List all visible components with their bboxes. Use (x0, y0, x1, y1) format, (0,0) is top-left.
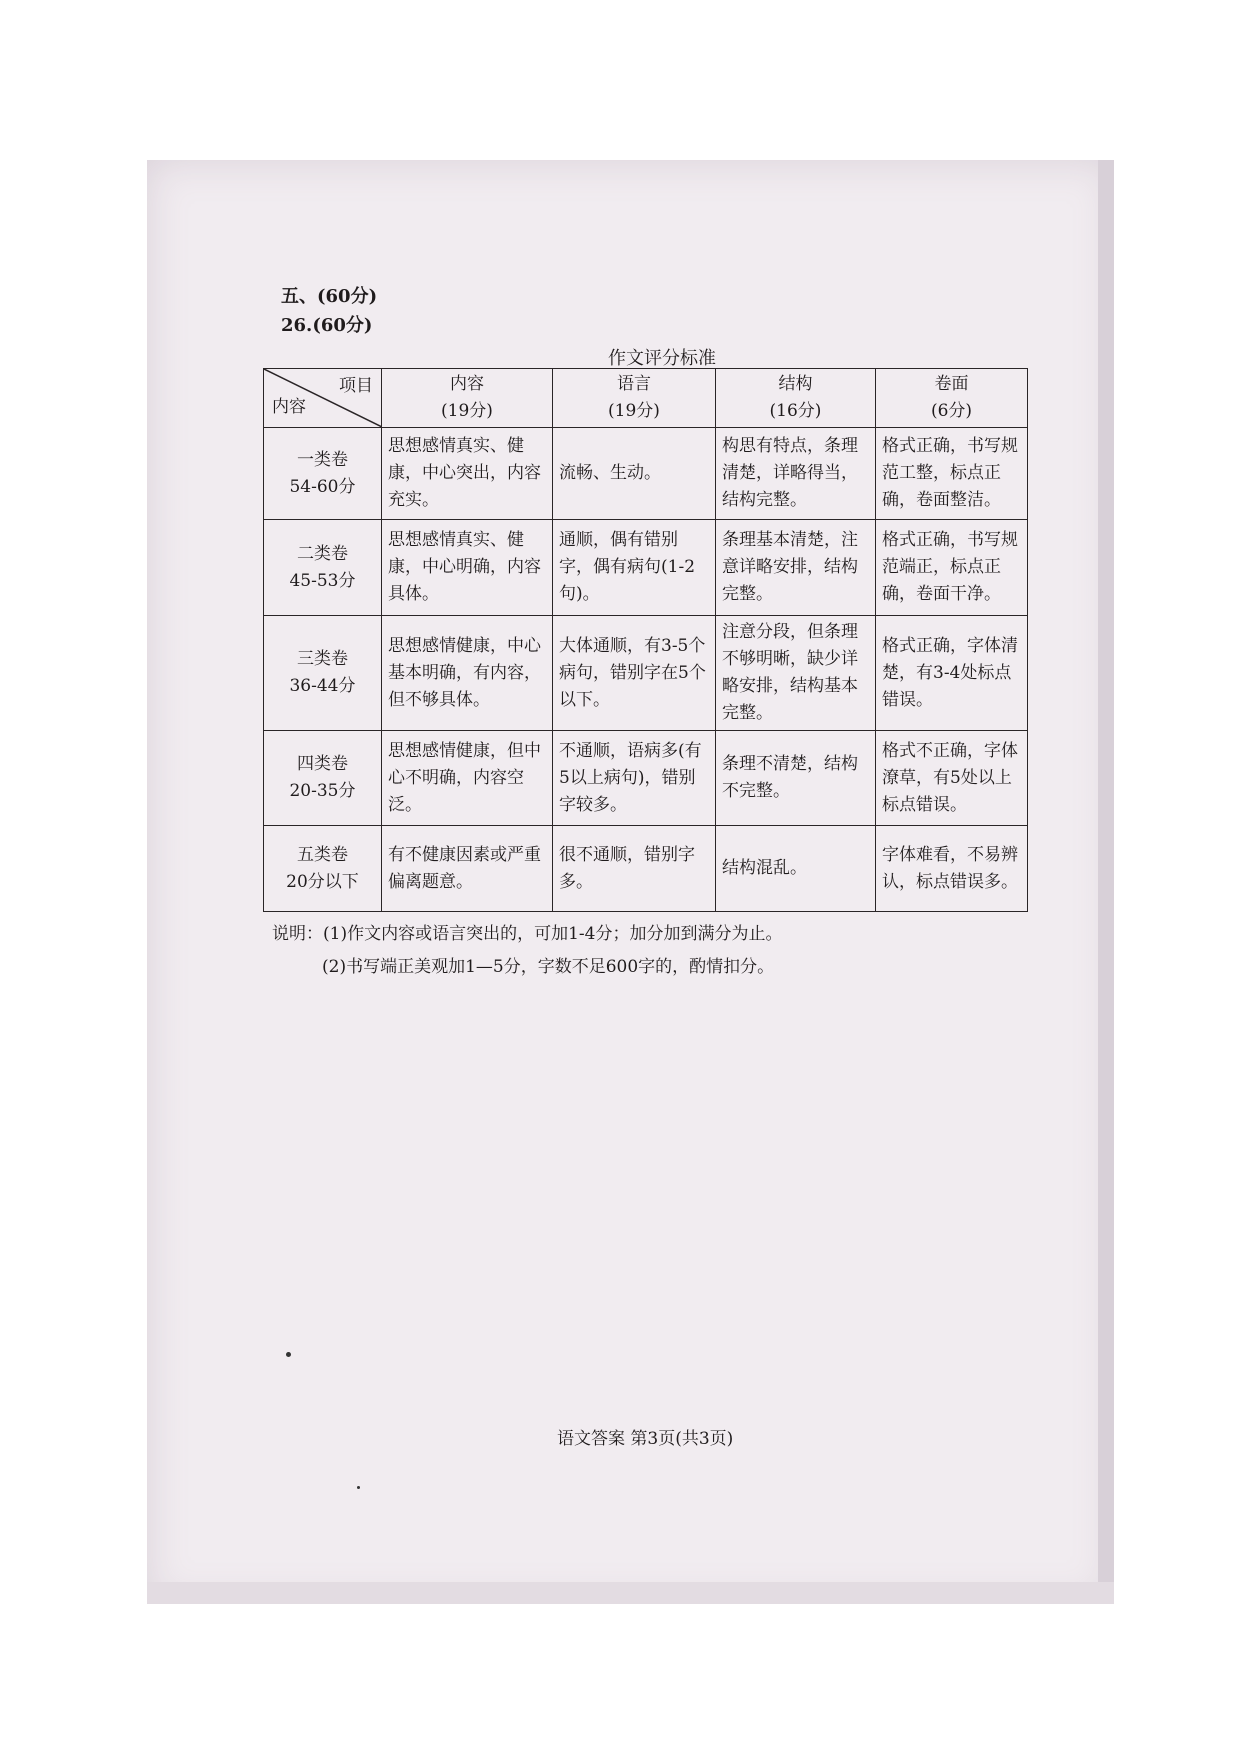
speck-mark (357, 1486, 360, 1489)
table-header-row (264, 369, 1028, 428)
language-cell: 通顺，偶有错别字，偶有病句(1-2句)。 (553, 520, 716, 616)
column-header-content (382, 369, 553, 428)
column-header-structure (716, 369, 876, 428)
level-cell (264, 520, 382, 616)
table-title: 作文评分标准 (608, 348, 716, 369)
content-cell: 思想感情健康，但中心不明确，内容空泛。 (382, 731, 553, 826)
structure-cell: 条理不清楚，结构不完整。 (716, 731, 876, 826)
level-name: 二类卷 (297, 543, 348, 564)
content-cell: 思想感情真实、健康，中心明确，内容具体。 (382, 520, 553, 616)
structure-cell: 结构混乱。 (716, 826, 876, 912)
surface-cell: 格式正确，书写规范端正，标点正确，卷面干净。 (876, 520, 1028, 616)
table-row-level-5 (264, 826, 1028, 912)
column-name: 语言 (617, 374, 651, 394)
table-row-level-1 (264, 428, 1028, 520)
level-range: 45-53分 (289, 570, 356, 591)
level-name: 一类卷 (297, 449, 348, 470)
page-bottom-shadow (147, 1582, 1114, 1604)
language-cell: 很不通顺，错别字多。 (553, 826, 716, 912)
speck-mark (286, 1352, 291, 1357)
column-name: 结构 (778, 374, 813, 394)
column-points: (19分) (608, 401, 660, 421)
surface-cell: 格式正确，书写规范工整，标点正确，卷面整洁。 (876, 428, 1028, 520)
column-points: (6分) (930, 401, 973, 421)
language-cell: 流畅、生动。 (553, 428, 716, 520)
page-footer: 语文答案 第3页(共3页) (557, 1429, 734, 1449)
surface-cell: 格式正确，字体清楚，有3-4处标点错误。 (876, 616, 1028, 731)
level-range: 54-60分 (289, 476, 356, 497)
corner-top-label: 项目 (339, 376, 373, 396)
note-2: (2)书写端正美观加1—5分，字数不足600字的，酌情扣分。 (322, 957, 775, 977)
section-heading: 五、(60分) (281, 286, 378, 307)
structure-cell: 条理基本清楚，注意详略安排，结构完整。 (716, 520, 876, 616)
corner-bottom-label: 内容 (272, 397, 306, 417)
language-cell: 大体通顺，有3-5个病句，错别字在5个以下。 (553, 616, 716, 731)
content-cell: 思想感情健康，中心基本明确，有内容，但不够具体。 (382, 616, 553, 731)
content-cell: 有不健康因素或严重偏离题意。 (382, 826, 553, 912)
table-row-level-4 (264, 731, 1028, 826)
language-cell: 不通顺，语病多(有5以上病句)，错别字较多。 (553, 731, 716, 826)
note-1: 说明：(1)作文内容或语言突出的，可加1-4分；加分加到满分为止。 (272, 924, 783, 944)
level-cell (264, 616, 382, 731)
structure-cell: 构思有特点，条理清楚，详略得当，结构完整。 (716, 428, 876, 520)
notes (272, 918, 782, 984)
surface-cell: 字体难看，不易辨认，标点错误多。 (876, 826, 1028, 912)
level-name: 五类卷 (297, 844, 348, 865)
question-heading: 26.(60分) (281, 315, 373, 336)
table-corner-cell (264, 369, 382, 428)
column-header-surface (876, 369, 1028, 428)
table-row-level-2 (264, 520, 1028, 616)
column-name: 卷面 (934, 374, 969, 394)
column-points: (16分) (769, 401, 822, 421)
level-range: 20分以下 (286, 871, 359, 892)
content-cell: 思想感情真实、健康，中心突出，内容充实。 (382, 428, 553, 520)
column-points: (19分) (441, 401, 493, 421)
surface-cell: 格式不正确，字体潦草，有5处以上标点错误。 (876, 731, 1028, 826)
table-row-level-3 (264, 616, 1028, 731)
level-range: 36-44分 (289, 676, 356, 696)
structure-cell: 注意分段，但条理不够明晰，缺少详略安排，结构基本完整。 (716, 616, 876, 731)
column-header-language (553, 369, 716, 428)
page-edge-shadow (1098, 160, 1114, 1604)
level-cell (264, 826, 382, 912)
level-cell (264, 731, 382, 826)
level-cell (264, 428, 382, 520)
level-range: 20-35分 (289, 781, 356, 801)
column-name: 内容 (450, 374, 484, 394)
level-name: 四类卷 (297, 754, 348, 774)
level-name: 三类卷 (297, 649, 348, 669)
scoring-table (263, 368, 1028, 912)
